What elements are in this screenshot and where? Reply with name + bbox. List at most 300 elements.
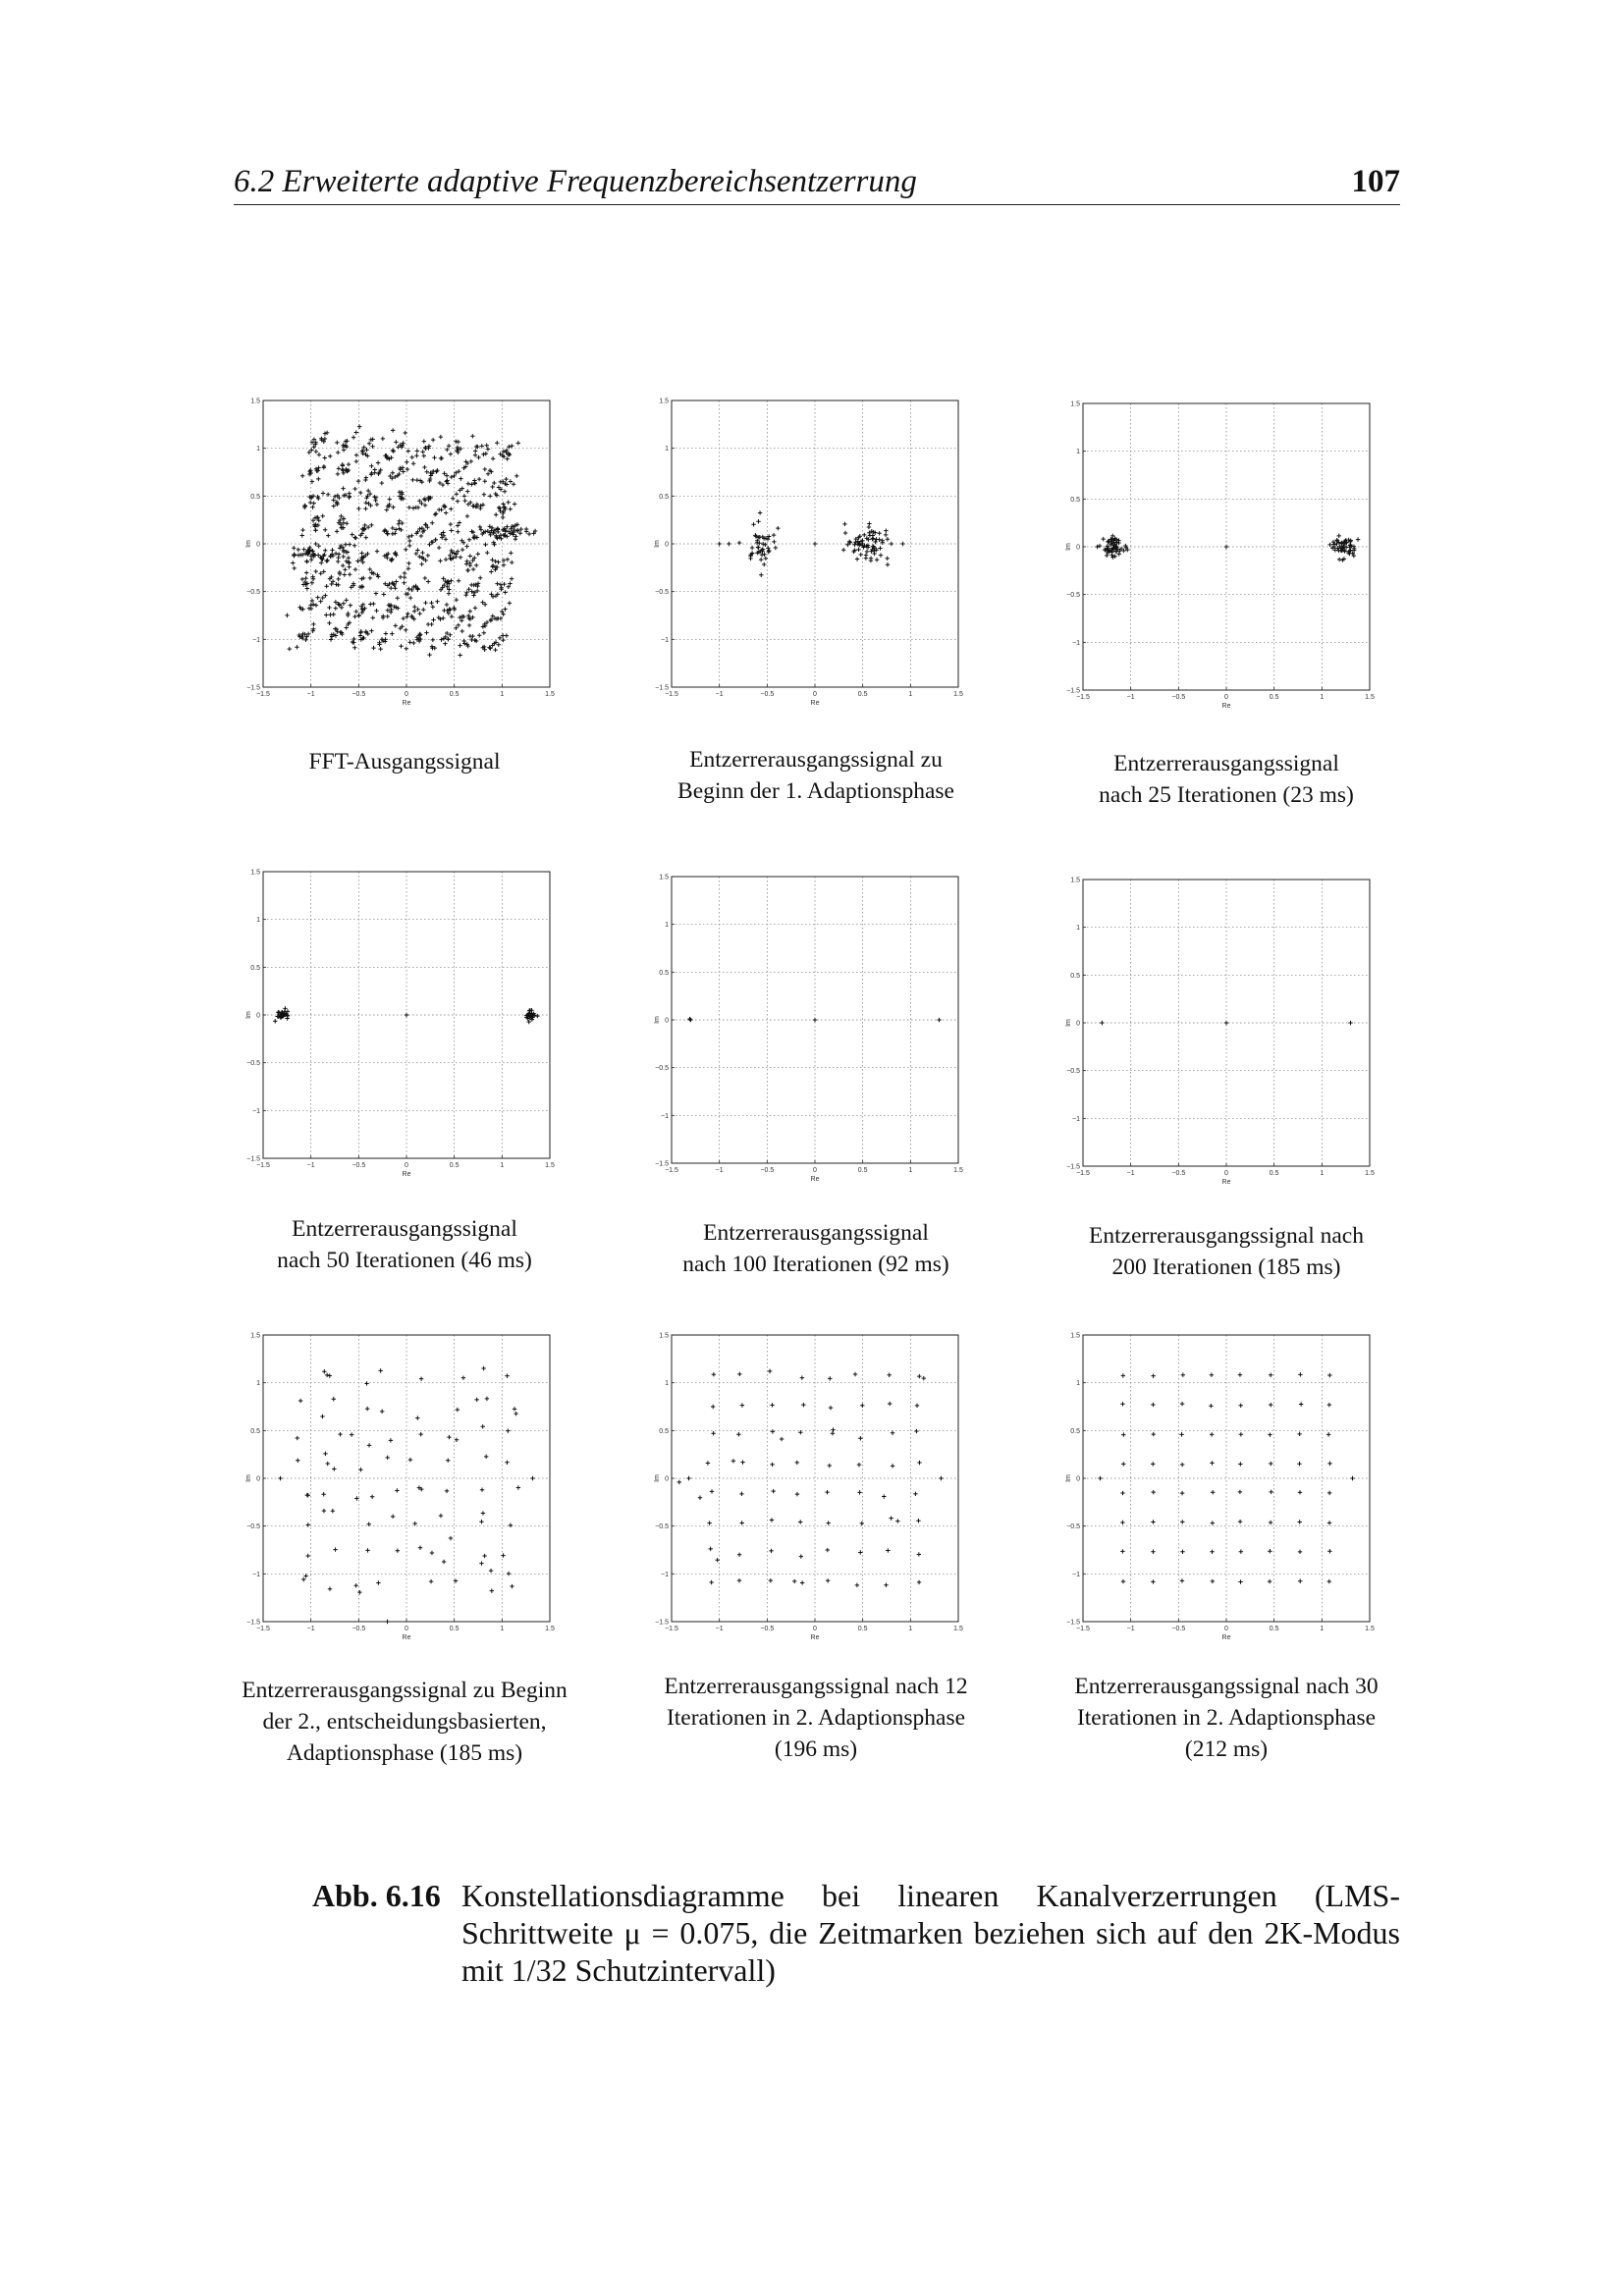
data-point xyxy=(325,1373,329,1377)
x-tick-label: −1 xyxy=(306,1162,315,1169)
data-point xyxy=(324,559,328,562)
data-point xyxy=(524,527,528,531)
data-point xyxy=(1327,1521,1331,1524)
constellation-plot-4 xyxy=(247,864,571,1188)
data-point xyxy=(462,641,466,645)
data-point xyxy=(358,1468,362,1471)
data-point xyxy=(295,645,298,649)
x-axis-label: Re xyxy=(1221,703,1231,710)
x-tick-label: −1.5 xyxy=(256,691,270,698)
data-point xyxy=(482,493,486,497)
data-point xyxy=(314,569,318,573)
data-point xyxy=(365,1548,369,1552)
data-point xyxy=(715,1558,719,1562)
data-point xyxy=(1180,1520,1184,1523)
data-point xyxy=(317,453,321,456)
data-point xyxy=(445,603,449,607)
data-point xyxy=(359,551,363,555)
data-point xyxy=(343,567,347,571)
data-point xyxy=(868,533,872,537)
data-point xyxy=(367,442,371,446)
data-point xyxy=(1181,1373,1185,1377)
data-point xyxy=(492,481,496,485)
y-tick-label: 0 xyxy=(256,1012,260,1020)
data-point xyxy=(391,506,395,509)
data-point xyxy=(459,556,462,560)
data-point xyxy=(438,559,442,562)
y-tick-label: 1.5 xyxy=(659,398,669,405)
data-point xyxy=(769,1549,773,1553)
data-point xyxy=(439,507,443,511)
data-point xyxy=(358,491,362,495)
data-point xyxy=(1098,1476,1102,1480)
data-point xyxy=(411,461,415,465)
data-point xyxy=(739,1492,743,1496)
data-point xyxy=(1268,1579,1271,1583)
y-tick-label: 0.5 xyxy=(659,493,669,501)
data-point xyxy=(368,504,372,507)
subcaption-1 xyxy=(218,746,591,777)
data-point xyxy=(407,539,411,543)
data-point xyxy=(764,557,768,561)
data-point xyxy=(813,1018,817,1022)
data-point xyxy=(337,552,341,556)
data-point xyxy=(937,1018,941,1022)
x-tick-label: −1.5 xyxy=(1076,694,1090,701)
x-tick-label: 0 xyxy=(813,1167,817,1174)
data-point xyxy=(323,431,327,435)
subcaption-line: Entzerrerausgangssignal xyxy=(292,1216,517,1242)
data-point xyxy=(464,559,468,562)
data-point xyxy=(449,452,453,455)
x-tick-label: 0 xyxy=(405,1626,408,1632)
data-point xyxy=(456,1408,460,1412)
data-point xyxy=(447,1435,451,1439)
data-point xyxy=(914,1429,918,1433)
data-point xyxy=(1151,1462,1155,1466)
y-tick-label: 1.5 xyxy=(250,1332,260,1340)
y-tick-label: 0 xyxy=(665,1017,669,1025)
data-point xyxy=(418,1546,422,1550)
subcaption-line: Iterationen in 2. Adaptionsphase xyxy=(1076,1705,1377,1731)
data-point xyxy=(1298,1490,1302,1494)
data-point xyxy=(1121,1462,1125,1466)
data-point xyxy=(763,543,767,547)
data-point xyxy=(310,505,314,508)
data-point xyxy=(483,467,487,471)
data-point xyxy=(922,1376,926,1380)
data-point xyxy=(1151,1403,1155,1407)
data-point xyxy=(330,548,334,552)
subcaption-6 xyxy=(1040,1220,1413,1283)
data-point xyxy=(826,1521,830,1524)
data-point xyxy=(305,560,309,563)
data-point xyxy=(352,614,356,618)
data-point xyxy=(873,540,877,544)
x-tick-label: 0 xyxy=(1224,1170,1228,1177)
data-point xyxy=(1211,1579,1215,1583)
data-point xyxy=(831,1431,835,1435)
data-point xyxy=(446,637,450,641)
data-point xyxy=(740,1460,744,1464)
data-point xyxy=(466,482,470,486)
data-point xyxy=(465,489,469,493)
data-point xyxy=(373,467,377,471)
x-tick-label: 1.5 xyxy=(545,1162,555,1169)
data-point xyxy=(323,1452,327,1456)
data-point xyxy=(438,481,442,485)
data-point xyxy=(1210,1432,1214,1436)
data-point xyxy=(326,1462,330,1466)
data-point xyxy=(506,1428,510,1432)
data-point xyxy=(336,583,340,587)
subcaption-4 xyxy=(218,1213,591,1276)
data-point xyxy=(427,543,431,547)
data-point xyxy=(345,521,349,525)
data-point xyxy=(889,1516,893,1520)
data-point xyxy=(338,1432,342,1436)
data-point xyxy=(1180,1491,1184,1495)
data-point xyxy=(514,1412,517,1415)
data-point xyxy=(449,522,453,526)
data-point xyxy=(913,1492,917,1496)
data-point xyxy=(420,450,424,454)
data-point xyxy=(1105,554,1109,558)
y-tick-label: −1 xyxy=(1072,639,1080,647)
data-point xyxy=(293,566,297,570)
data-point xyxy=(860,1404,864,1408)
data-point xyxy=(402,581,406,585)
data-point xyxy=(813,542,817,546)
data-point xyxy=(442,609,446,613)
data-point xyxy=(440,456,444,460)
x-tick-label: 1.5 xyxy=(1365,694,1375,701)
data-point xyxy=(501,638,505,642)
data-point xyxy=(443,641,447,645)
data-point xyxy=(1299,1402,1303,1406)
data-point xyxy=(769,1578,773,1582)
x-axis-label: Re xyxy=(402,1171,411,1178)
data-point xyxy=(404,548,407,552)
data-point xyxy=(481,1511,485,1515)
data-point xyxy=(1297,1520,1301,1523)
x-tick-label: 1 xyxy=(500,1162,505,1169)
data-point xyxy=(871,536,875,540)
data-point xyxy=(1117,552,1121,556)
data-point xyxy=(332,613,336,616)
data-point xyxy=(385,507,389,511)
data-point xyxy=(468,561,472,565)
data-point xyxy=(464,544,468,548)
data-point xyxy=(297,548,300,552)
y-tick-label: 1.5 xyxy=(659,874,669,881)
data-point xyxy=(490,485,494,489)
x-tick-label: 0 xyxy=(1224,1626,1228,1632)
data-point xyxy=(449,507,453,510)
y-tick-label: 1 xyxy=(665,446,669,454)
data-point xyxy=(855,557,859,561)
data-point xyxy=(457,623,460,627)
page-number: 107 xyxy=(1351,164,1400,199)
y-tick-label: 1 xyxy=(1076,449,1080,456)
data-point xyxy=(357,424,361,428)
y-tick-label: −0.5 xyxy=(246,1523,260,1531)
data-point xyxy=(345,598,349,602)
data-point xyxy=(450,528,454,532)
data-point xyxy=(711,1405,715,1409)
y-tick-label: −0.5 xyxy=(246,589,260,597)
data-point xyxy=(442,471,446,475)
data-point xyxy=(1298,1372,1302,1376)
data-point xyxy=(1210,1550,1214,1554)
data-point xyxy=(1238,1372,1242,1376)
data-point xyxy=(503,590,507,594)
data-point xyxy=(473,606,477,610)
subcaption-5 xyxy=(629,1217,1002,1280)
data-point xyxy=(418,1432,422,1436)
data-point xyxy=(288,647,292,651)
data-point xyxy=(1180,1402,1184,1406)
data-point xyxy=(471,593,475,597)
data-point xyxy=(864,556,868,560)
plot-25-iterations xyxy=(1067,396,1391,720)
x-tick-label: 0.5 xyxy=(449,691,460,698)
data-point xyxy=(273,1019,277,1023)
data-point xyxy=(771,1489,775,1493)
data-point xyxy=(419,562,423,566)
data-point xyxy=(371,646,375,650)
data-point xyxy=(317,544,321,548)
data-point xyxy=(384,631,388,635)
data-point xyxy=(382,592,386,596)
y-tick-label: −1 xyxy=(661,1112,669,1120)
data-point xyxy=(1348,1021,1352,1025)
data-point xyxy=(480,1424,484,1428)
subcaption-line: der 2., entscheidungsbasierten, xyxy=(262,1709,547,1735)
data-point xyxy=(858,1436,862,1440)
data-point xyxy=(1179,1432,1183,1436)
data-point xyxy=(727,542,730,546)
data-point xyxy=(305,586,309,590)
data-point xyxy=(364,535,368,539)
data-point xyxy=(405,1013,408,1017)
subcaption-line: Adaptionsphase (185 ms) xyxy=(286,1740,523,1766)
x-tick-label: 0.5 xyxy=(449,1162,460,1169)
data-point xyxy=(408,1458,412,1462)
running-head xyxy=(234,163,1400,205)
data-point xyxy=(337,466,341,470)
y-tick-label: 0 xyxy=(1076,1020,1080,1028)
data-point xyxy=(737,1553,741,1557)
y-tick-label: 1.5 xyxy=(1070,877,1080,884)
data-point xyxy=(408,596,412,600)
data-point xyxy=(439,1514,443,1518)
data-point xyxy=(311,603,315,607)
x-tick-label: 1.5 xyxy=(545,691,555,698)
data-point xyxy=(370,445,374,449)
constellation-plot-7 xyxy=(247,1327,571,1651)
data-point xyxy=(347,561,351,564)
data-point xyxy=(412,605,416,609)
data-point xyxy=(461,1375,465,1379)
subcaption-line: Entzerrerausgangssignal nach 30 xyxy=(1074,1674,1379,1699)
data-point xyxy=(770,1403,774,1407)
y-tick-label: 0.5 xyxy=(1070,496,1080,504)
data-point xyxy=(470,634,474,638)
data-point xyxy=(476,552,480,556)
y-tick-label: 0.5 xyxy=(1070,1427,1080,1435)
data-point xyxy=(404,628,407,632)
y-tick-label: −1.5 xyxy=(655,1160,669,1168)
x-tick-label: 0 xyxy=(405,691,408,698)
data-point xyxy=(509,479,513,483)
data-point xyxy=(488,494,492,498)
data-points xyxy=(687,1017,941,1022)
data-point xyxy=(1224,1021,1228,1025)
data-point xyxy=(1151,1520,1155,1523)
data-point xyxy=(427,653,431,657)
y-axis-label: Im xyxy=(245,1474,252,1482)
data-point xyxy=(424,630,428,634)
data-point xyxy=(872,552,876,556)
data-point xyxy=(445,1489,449,1493)
data-point xyxy=(472,478,476,482)
y-tick-label: −1.5 xyxy=(246,684,260,692)
data-point xyxy=(431,605,435,609)
data-point xyxy=(416,506,420,509)
data-point xyxy=(495,441,499,445)
y-tick-label: 0 xyxy=(1076,1475,1080,1483)
data-point xyxy=(686,1476,690,1480)
data-point xyxy=(364,448,368,452)
subcaption-8 xyxy=(629,1671,1002,1765)
x-axis-label: Re xyxy=(810,1634,820,1641)
data-point xyxy=(437,546,441,550)
data-point xyxy=(501,515,505,519)
data-point xyxy=(347,462,351,466)
data-point xyxy=(737,1372,741,1376)
data-point xyxy=(915,1404,919,1408)
data-point xyxy=(342,602,346,606)
data-point xyxy=(415,1415,419,1419)
data-point xyxy=(398,490,402,494)
data-point xyxy=(512,482,515,486)
data-point xyxy=(432,455,436,459)
data-point xyxy=(318,599,322,603)
y-tick-label: −1 xyxy=(252,1107,260,1115)
data-point xyxy=(508,601,512,605)
data-point xyxy=(483,603,487,607)
data-point xyxy=(332,1397,336,1401)
data-point xyxy=(510,1584,514,1588)
data-point xyxy=(467,538,471,542)
x-tick-label: −1.5 xyxy=(1076,1626,1090,1632)
data-point xyxy=(471,504,475,507)
data-point xyxy=(776,526,780,530)
data-point xyxy=(1297,1432,1301,1436)
x-tick-label: 1 xyxy=(1320,1170,1325,1177)
data-point xyxy=(439,435,443,439)
data-point xyxy=(292,546,296,550)
data-point xyxy=(315,595,319,599)
plot-start-phase-2 xyxy=(247,1327,571,1651)
data-point xyxy=(480,600,484,604)
data-point xyxy=(441,576,445,580)
data-point xyxy=(301,1577,305,1581)
data-point xyxy=(354,459,358,463)
data-point xyxy=(870,537,874,541)
data-point xyxy=(389,586,393,590)
data-point xyxy=(460,629,464,633)
data-point xyxy=(505,456,509,460)
data-point xyxy=(304,570,308,574)
data-point xyxy=(341,555,345,559)
plot-start-phase-1 xyxy=(656,393,980,717)
x-tick-label: −1 xyxy=(1126,1170,1135,1177)
data-point xyxy=(365,1407,369,1411)
data-point xyxy=(869,557,873,561)
data-point xyxy=(429,1579,433,1583)
data-point xyxy=(514,537,517,541)
data-point xyxy=(884,533,888,537)
data-point xyxy=(481,1366,485,1370)
data-point xyxy=(780,1437,784,1441)
data-point xyxy=(431,438,435,442)
data-point xyxy=(1180,1578,1184,1582)
data-point xyxy=(888,1402,892,1406)
data-point xyxy=(345,560,349,563)
data-point xyxy=(711,1431,715,1435)
data-point xyxy=(1327,1462,1331,1466)
data-point xyxy=(300,474,304,478)
data-point xyxy=(380,481,384,485)
x-tick-label: −1 xyxy=(715,691,724,698)
y-tick-label: 0.5 xyxy=(250,964,260,972)
data-point xyxy=(867,525,871,529)
data-point xyxy=(426,554,430,558)
data-point xyxy=(750,546,754,550)
y-axis-label: Im xyxy=(654,1474,661,1482)
data-point xyxy=(431,617,435,621)
data-point xyxy=(354,610,358,614)
data-point xyxy=(375,503,379,507)
data-point xyxy=(884,528,888,532)
data-point xyxy=(478,507,482,510)
y-axis-label: Im xyxy=(654,1016,661,1024)
subcaption-line: Entzerrerausgangssignal xyxy=(1113,751,1339,776)
data-point xyxy=(393,531,397,535)
data-point xyxy=(400,521,404,525)
data-point xyxy=(460,548,464,552)
data-point xyxy=(334,552,338,556)
data-point xyxy=(875,558,879,561)
data-point xyxy=(357,1590,361,1594)
data-point xyxy=(423,446,427,450)
data-point xyxy=(430,521,434,525)
y-tick-label: −1.5 xyxy=(1066,1619,1080,1627)
plot-200-iterations xyxy=(1067,872,1391,1196)
data-point xyxy=(323,528,327,532)
data-point xyxy=(1298,1550,1302,1554)
x-tick-label: 1 xyxy=(1320,1626,1325,1632)
data-point xyxy=(1151,1550,1155,1554)
data-point xyxy=(503,490,507,494)
data-point xyxy=(516,1485,520,1489)
data-point xyxy=(296,1459,299,1463)
y-axis-label: Im xyxy=(1065,1474,1072,1482)
data-point xyxy=(455,598,459,602)
data-point xyxy=(367,1443,371,1447)
